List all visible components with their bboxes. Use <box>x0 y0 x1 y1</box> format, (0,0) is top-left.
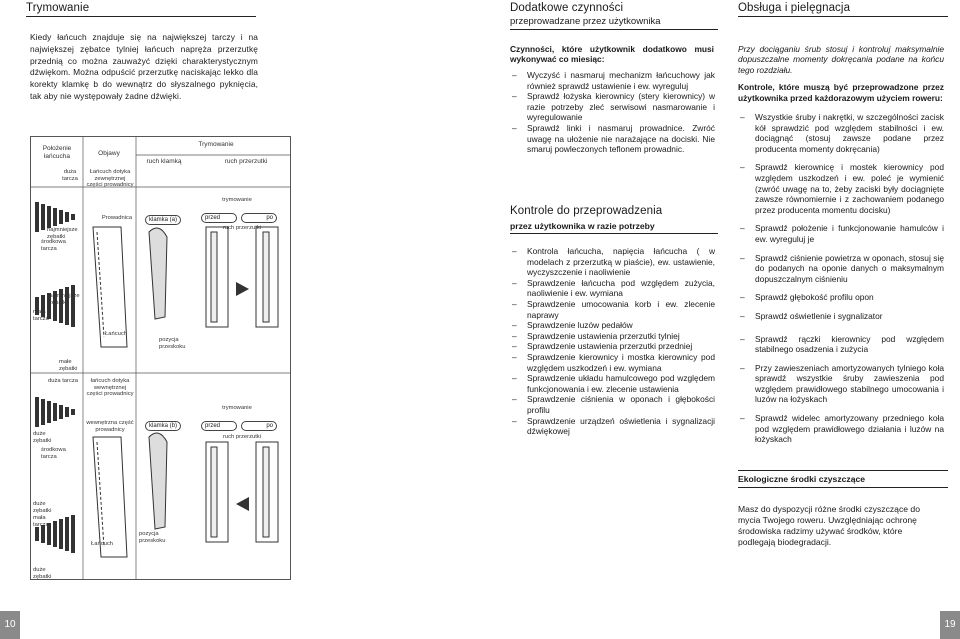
list-item: – Sprawdzenie łańcucha pod względem zużycia, naoliwienie i ew. wymiana <box>510 278 715 299</box>
title-kontrole: Kontrole do przeprowadzenia <box>510 205 663 217</box>
label-trymowanie-1: trymowanie <box>222 197 252 203</box>
list-item: – Kontrola łańcucha, napięcia łańcucha ( w modelach z przerzutką w piaście), ew. ustawienie, wyczyszczenie i naoliwienie <box>510 246 715 278</box>
title-rule <box>26 16 256 17</box>
title-obsluga: Obsługa i pielęgnacja <box>738 2 851 14</box>
list-item: – Sprawdzenie ustawienia przerzutki tylniej <box>510 331 715 342</box>
list-item: – Wyczyść i nasmaruj mechanizm łańcuchowy jak również sprawdź ustawienie i ew. wyreguluj <box>510 70 715 91</box>
col3-rule-eco-bottom <box>738 487 948 488</box>
label-lancuch-2: Łańcuch <box>91 541 113 547</box>
subtitle-kontrole: przez użytkownika w razie potrzeby <box>510 221 655 231</box>
pill-przed-2: przed <box>201 421 237 431</box>
label-trymowanie-col: Trymowanie <box>198 141 234 148</box>
col3-list <box>738 112 944 445</box>
label-duze-zebatki-3: duże zębatki <box>33 567 52 580</box>
label-duze-zebatki-2: duże zębatki <box>33 501 52 514</box>
label-duza-tarcza-1: duża tarcza <box>62 169 78 182</box>
list-item: – Sprawdź linki i nasmaruj prowadnice. Zwróć uwagę na ułożenie nie narażające na dociski. Nie smaruj powleczonych teflonem prowadnic. <box>510 123 715 155</box>
page-number-left: 10 <box>0 611 20 639</box>
subtitle-dodatkowe: przeprowadzane przez użytkownika <box>510 16 661 27</box>
list-item: – Przy zawieszeniach amortyzowanych tylniego koła sprawdź wszystkie śruby zawieszenia pod względem prawidłowego stabilnego umocowania i luzów na łożyskach <box>738 363 944 405</box>
label-najmniejsze-zebatki-2: najmniejsze zębatki <box>49 293 80 306</box>
label-duza-tarcza-2: duża tarcza <box>48 378 78 384</box>
list-item: – Sprawdź łożyska kierownicy (stery kierownicy) w razie potrzeby zleć serwisowi nasmarowanie i wyregulowanie <box>510 91 715 123</box>
label-duze-zebatki-1: duże zębatki <box>33 431 52 444</box>
sprocket-stack-2 <box>35 397 75 553</box>
label-ruch-przerzutki-col: ruch przerzutki <box>224 158 268 165</box>
list-item: – Wszystkie śruby i nakrętki, w szczególności zacisk kół sprawdzić pod względem stabilności i ew. dociągnąć (stosuj zawsze podane przez producenta momenty dokręcania) <box>738 112 944 154</box>
label-srodkowa-tarcza-1: środkowa tarcza <box>41 239 66 252</box>
list-item: – Sprawdzenie urządzeń oświetlenia i sygnalizacji dźwiękowej <box>510 416 715 437</box>
label-objaw-1: Łańcuch dotyka zewnętrznej części prowadnicy <box>86 169 134 189</box>
title-ekologiczne: Ekologiczne środki czyszczące <box>738 474 866 484</box>
title-dodatkowe: Dodatkowe czynności <box>510 2 624 14</box>
label-srodkowa-tarcza-2: środkowa tarcza <box>41 447 66 460</box>
eco-text: Masz do dyspozycji różne środki czyszczące do mycia Twojego roweru. Uwzględniając ochronę środowiska radzimy używać środków, które podlegają biodegradacji. <box>738 504 920 547</box>
list-item: – Sprawdzenie luzów pedałów <box>510 320 715 331</box>
arrows <box>236 282 249 511</box>
intro-paragraph: Kiedy łańcuch znajduje się na największej tarczy i na największej zębatce tylniej łańcuch napręża przerzutkę przednią co można zauważyć dzięki charakterystycznym dźwiękom. Można odpuścić przerzutkę naciskając lekko dla korekty klamkę b do wewnątrz do słyszalnego pyknięcia, tak aby nie występowały żadne dźwięki. <box>30 32 258 101</box>
col2-list-2 <box>510 246 715 437</box>
col3-lead: Kontrole, które muszą być przeprowadzone przez użytkownika przed każdorazowym użyciem roweru: <box>738 82 944 103</box>
label-najmniejsze-zebatki-1: najmniejsze zębatki <box>47 227 78 240</box>
list-item: – Sprawdź położenie i funkcjonowanie hamulców i ew. wyreguluj je <box>738 223 944 244</box>
list-item: – Sprawdzenie układu hamulcowego pod względem funkcjonowania i ew. zlecenie ustawienia <box>510 373 715 394</box>
list-item: – Sprawdź oświetlenie i sygnalizator <box>738 311 944 322</box>
label-pozycja-przeskoku-2: pozycja przeskoku <box>139 531 166 544</box>
trimming-diagram <box>30 136 291 580</box>
label-polozenie: Położenie łańcucha <box>42 145 72 160</box>
pill-po-1: po <box>241 213 277 223</box>
label-pozycja-przeskoku-1: pozycja przeskoku <box>159 337 186 350</box>
label-trymowanie-2: trymowanie <box>222 405 252 411</box>
list-item: – Sprawdzenie ciśnienia w oponach i głębokości profilu <box>510 394 715 415</box>
label-ruch-przerzutki-2: ruch przerzutki <box>222 434 261 440</box>
label-prowadnica: Prowadnica <box>101 215 133 221</box>
label-objaw-3: wewnętrzna część prowadnicy <box>86 420 134 433</box>
label-male-zebatki: małe zębatki <box>59 359 78 372</box>
derailleur-drawings <box>206 227 278 542</box>
label-lancuch-1: Łańcuch <box>105 331 127 337</box>
label-ruch-klamka: ruch klamką <box>146 158 182 165</box>
page-number-right: 19 <box>940 611 960 639</box>
lever-drawing <box>149 228 167 529</box>
col3-rule-1 <box>738 16 948 17</box>
col2-rule-2 <box>510 233 718 234</box>
col3-rule-eco-top <box>738 470 948 471</box>
label-ruch-przerzutki-1: ruch przerzutki <box>222 225 261 231</box>
list-item: – Sprawdzenie umocowania korb i ew. zlecenie naprawy <box>510 299 715 320</box>
pill-klamka-a: klamka (a) <box>145 215 181 225</box>
label-objawy: Objawy <box>98 150 120 157</box>
list-item: – Sprawdź głębokość profilu opon <box>738 292 944 303</box>
list-item: – Sprawdź kierownicę i mostek kierownicy pod względem uszkodzeń i ew. poleć je wymienić (zwróć uwagę na to, żeby zaciski były dociągnięte zawsze równomiernie i z zachowaniem podanego przez producenta momentu docisku) <box>738 162 944 215</box>
title-trymowanie: Trymowanie <box>26 2 90 14</box>
col3-intro: Przy dociąganiu śrub stosuj i kontroluj maksymalnie dopuszczalne momenty dokręcania podane na końcu tego rozdziału. <box>738 44 944 75</box>
label-objaw-2: łańcuch dotyka wewnętrznej części prowadnicy <box>86 378 134 398</box>
label-mala-tarcza-2: mała tarcza <box>33 515 49 528</box>
pill-po-2: po <box>241 421 277 431</box>
col2-rule-1 <box>510 29 718 30</box>
list-item: – Sprawdź ciśnienie powietrza w oponach, stosuj się do podanych na oponie danych o maksymalnym dopuszczalnym ciśnieniu <box>738 253 944 285</box>
list-item: – Sprawdź widelec amortyzowany przedniego koła pod względem prawidłowego działania i luzów na łożyskach <box>738 413 944 445</box>
pill-przed-1: przed <box>201 213 237 223</box>
list-item: – Sprawdzenie kierownicy i mostka kierownicy pod względem uszkodzeń i ew. wymiana <box>510 352 715 373</box>
col2-lead: Czynności, które użytkownik dodatkowo musi wykonywać co miesiąc: <box>510 44 714 65</box>
label-mala-tarcza-1: mała tarcza <box>33 309 49 322</box>
pill-klamka-b: klamka (b) <box>145 421 181 431</box>
list-item: – Sprawdź rączki kierownicy pod względem stabilnego osadzenia i zużycia <box>738 334 944 355</box>
col2-list-1 <box>510 70 715 155</box>
list-item: – Sprawdzenie ustawienia przerzutki przedniej <box>510 341 715 352</box>
